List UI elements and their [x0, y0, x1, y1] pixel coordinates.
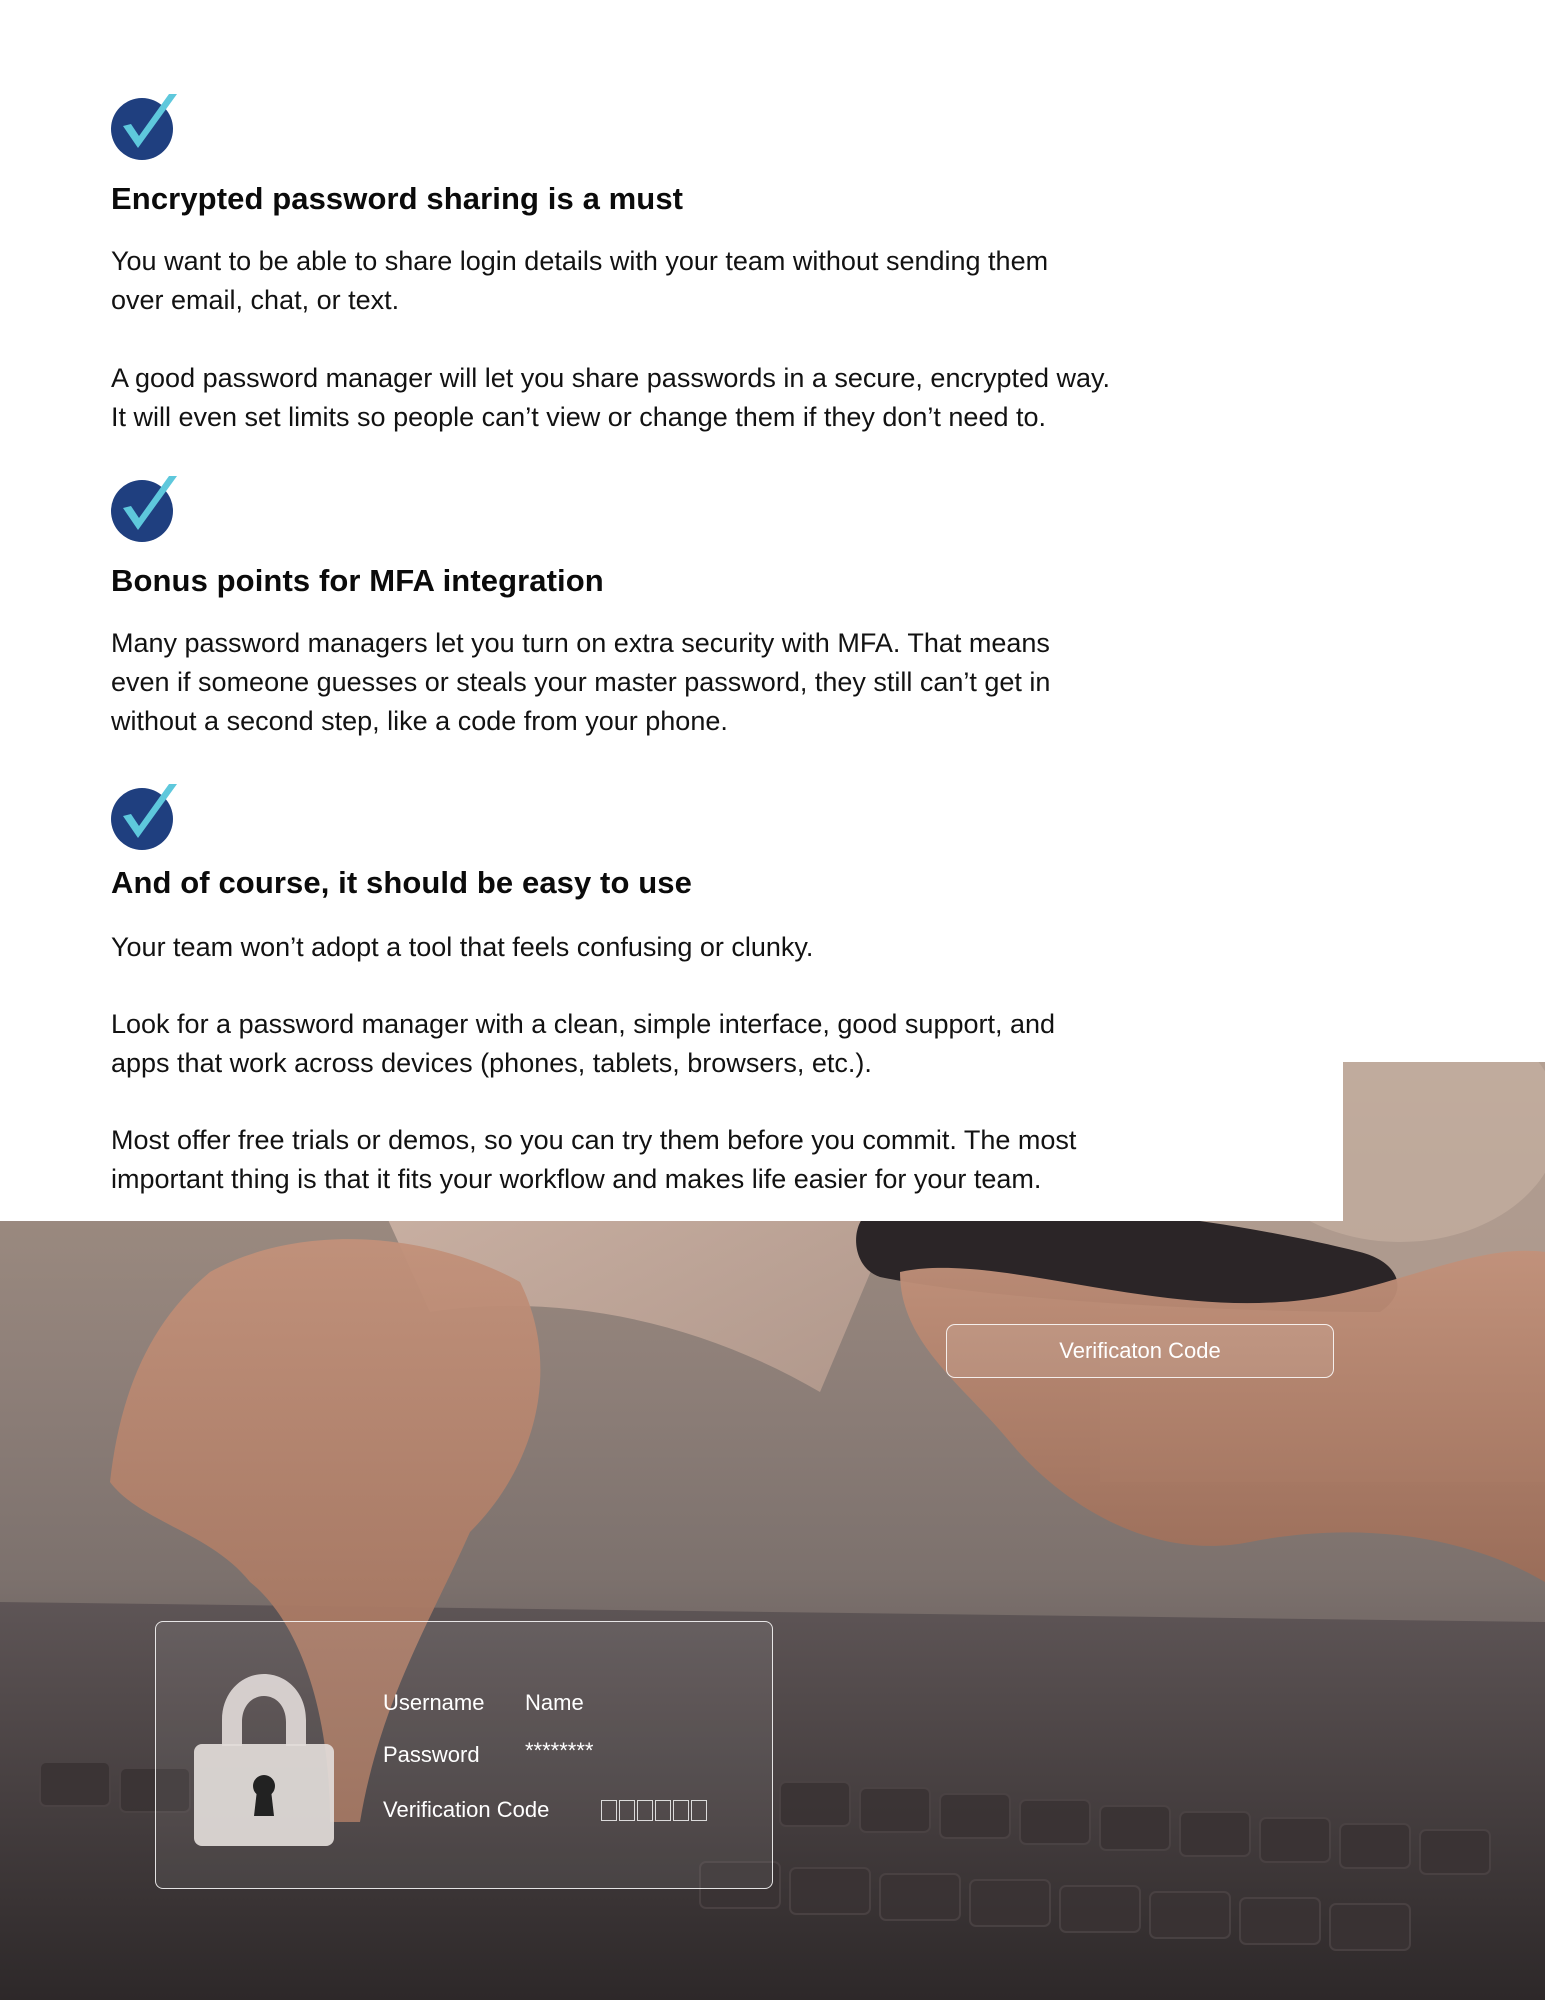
section-paragraph: Most offer free trials or demos, so you can try them before you commit. The most important thing is that it fits your workflow and makes life easier for your team.: [111, 1125, 1077, 1194]
code-box: [673, 1800, 689, 1821]
username-value: Name: [525, 1690, 584, 1715]
section-heading: And of course, it should be easy to use: [111, 865, 692, 900]
section-easy-to-use: [111, 782, 1231, 1199]
section-password-sharing: [111, 92, 1231, 437]
padlock-icon: [194, 1668, 334, 1848]
verification-code-pill: Verificaton Code: [946, 1324, 1334, 1378]
username-label: Username: [383, 1690, 485, 1715]
checkmark-icon: [111, 782, 181, 852]
code-box: [601, 1800, 617, 1821]
section-paragraph: Your team won’t adopt a tool that feels confusing or clunky.: [111, 932, 814, 962]
section-mfa: [111, 474, 1231, 741]
section-paragraph: A good password manager will let you share passwords in a secure, encrypted way. It will even set limits so people can’t view or change them if they don’t need to.: [111, 363, 1111, 432]
password-label: Password: [383, 1742, 480, 1767]
verification-code-row: [383, 1797, 549, 1823]
section-paragraph: Look for a password manager with a clean, simple interface, good support, and apps that work across devices (phones, tablets, browsers, etc.).: [111, 1009, 1056, 1078]
section-heading: Bonus points for MFA integration: [111, 563, 604, 598]
code-box: [691, 1800, 707, 1821]
checkmark-icon: [111, 474, 181, 544]
section-paragraph: You want to be able to share login details with your team without sending them over email, chat, or text.: [111, 246, 1049, 315]
password-value: ********: [525, 1738, 594, 1763]
section-paragraph: Many password managers let you turn on extra security with MFA. That means even if someone guesses or steals your master password, they still can’t get in without a second step, like a code from your phone.: [111, 628, 1051, 736]
code-box: [619, 1800, 635, 1821]
verification-code-label: Verification Code: [383, 1797, 550, 1822]
section-heading: Encrypted password sharing is a must: [111, 181, 684, 216]
code-boxes: [601, 1800, 707, 1821]
code-box: [637, 1800, 653, 1821]
checkmark-icon: [111, 92, 181, 162]
code-box: [655, 1800, 671, 1821]
password-row: [383, 1738, 594, 1768]
login-card-graphic: [155, 1621, 773, 1889]
username-row: [383, 1690, 584, 1716]
